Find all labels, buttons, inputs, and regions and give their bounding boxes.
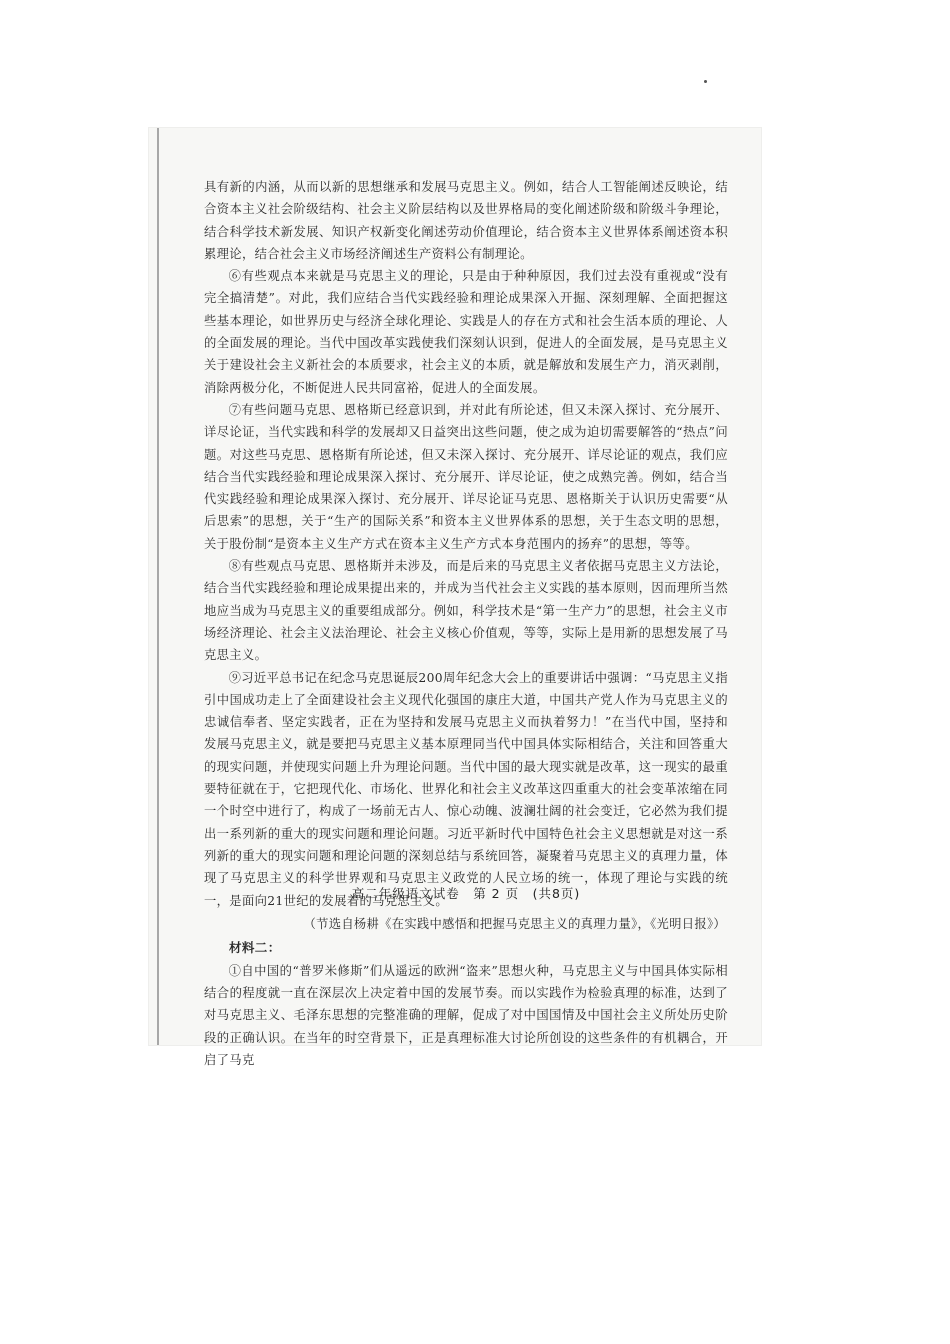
paragraph-6: ⑥有些观点本来就是马克思主义的理论，只是由于种种原因，我们过去没有重视或“没有完全搞清楚”。对此，我们应结合当代实践经验和理论成果深入开掘、深刻理解、全面把握这些基本理论，如世界历史与经济全球化理论、实践是人的存在方式和社会生活本质的理论、人的全面发展的理论。当代中国改革实践使我们深刻认识到，促进人的全面发展，是马克思主义关于建设社会主义新社会的本质要求，社会主义的本质，就是解放和发展生产力，消灭剥削，消除两极分化，不断促进人民共同富裕，促进人的全面发展。 xyxy=(204,269,728,395)
material-2-paragraph-1: ①自中国的“普罗米修斯”们从遥远的欧洲“盗来”思想火种，马克思主义与中国具体实际相结合的程度就一直在深层次上决定着中国的发展节奏。而以实践作为检验真理的标准，达到了对马克思主义、毛泽东思想的完整准确的理解，促成了对中国国情及中国社会主义所处历史阶段的正确认识。在当年的时空背景下，正是真理标准大讨论所创设的这些条件的有机耦合，开启了马克 xyxy=(204,963,728,1067)
paragraph-9: ⑨习近平总书记在纪念马克思诞辰200周年纪念大会上的重要讲话中强调：“马克思主义指引中国成功走上了全面建设社会主义现代化强国的康庄大道，中国共产党人作为马克思主义的忠诚信奉者、坚定实践者，正在为坚持和发展马克思主义而执着努力！”在当代中国，坚持和发展马克思主义，就是要把马克思主义基本原理同当代中国具体实际相结合，关注和回答重大的现实问题，并使现实问题上升为理论问题。当代中国的最大现实就是改革，这一现实的最重要特征就在于，它把现代化、市场化、世界化和社会主义改革这四重重大的社会变革浓缩在同一个时空中进行了，构成了一场前无古人、惊心动魄、波澜壮阔的社会变迁，它必然为我们提出一系列新的重大的现实问题和理论问题。习近平新时代中国特色社会主义思想就是对这一系列新的重大的现实问题和理论问题的深刻总结与系统回答，凝聚着马克思主义的真理力量，体现了马克思主义的科学世界观和马克思主义政党的人民立场的统一，体现了理论与实践的统一，是面向21世纪的发展着的马克思主义。 xyxy=(204,670,728,908)
paragraph-8: ⑧有些观点马克思、恩格斯并未涉及，而是后来的马克思主义者依据马克思主义方法论，结合当代实践经验和理论成果提出来的，并成为当代社会主义实践的基本原则，因而理所当然地应当成为马克思主义的重要组成部分。例如，科学技术是“第一生产力”的思想，社会主义市场经济理论、社会主义法治理论、社会主义核心价值观，等等，实际上是用新的思想发展了马克思主义。 xyxy=(204,559,728,663)
article-body xyxy=(204,176,728,1071)
section-heading-material-2: 材料二： xyxy=(229,939,281,955)
paragraph-7: ⑦有些问题马克思、恩格斯已经意识到，并对此有所论述，但又未深入探讨、充分展开、详尽论证，当代实践和科学的发展却又日益突出这些问题，使之成为迫切需要解答的“热点”问题。对这些马克思、恩格斯有所论述，但又未深入探讨、充分展开、详尽论证的观点，我们应结合当代实践经验和理论成果深入探讨、充分展开、详尽论证，使之成熟完善。例如，结合当代实践经验和理论成果深入探讨、充分展开、详尽论证马克思、恩格斯关于认识历史需要“从后思索”的思想，关于“生产的国际关系”和资本主义世界体系的思想，关于生态文明的思想，关于股份制“是资本主义生产方式在资本主义生产方式本身范围内的扬弃”的思想，等等。 xyxy=(204,402,728,551)
paragraph-continuation: 具有新的内涵，从而以新的思想继承和发展马克思主义。例如，结合人工智能阐述反映论，结合资本主义社会阶级结构、社会主义阶层结构以及世界格局的变化阐述阶级和阶级斗争理论，结合科学技术新发展、知识产权新变化阐述劳动价值理论，结合资本主义世界体系阐述资本积累理论，结合社会主义市场经济阐述生产资料公有制理论。 xyxy=(204,180,728,261)
page-footer: 高二年级语文试卷 第 2 页 (共8页) xyxy=(351,886,581,901)
binding-line xyxy=(157,128,159,1045)
scan-speck xyxy=(704,80,707,83)
source-citation: （节选自杨耕《在实践中感悟和把握马克思主义的真理力量》，《光明日报》） xyxy=(303,916,726,931)
